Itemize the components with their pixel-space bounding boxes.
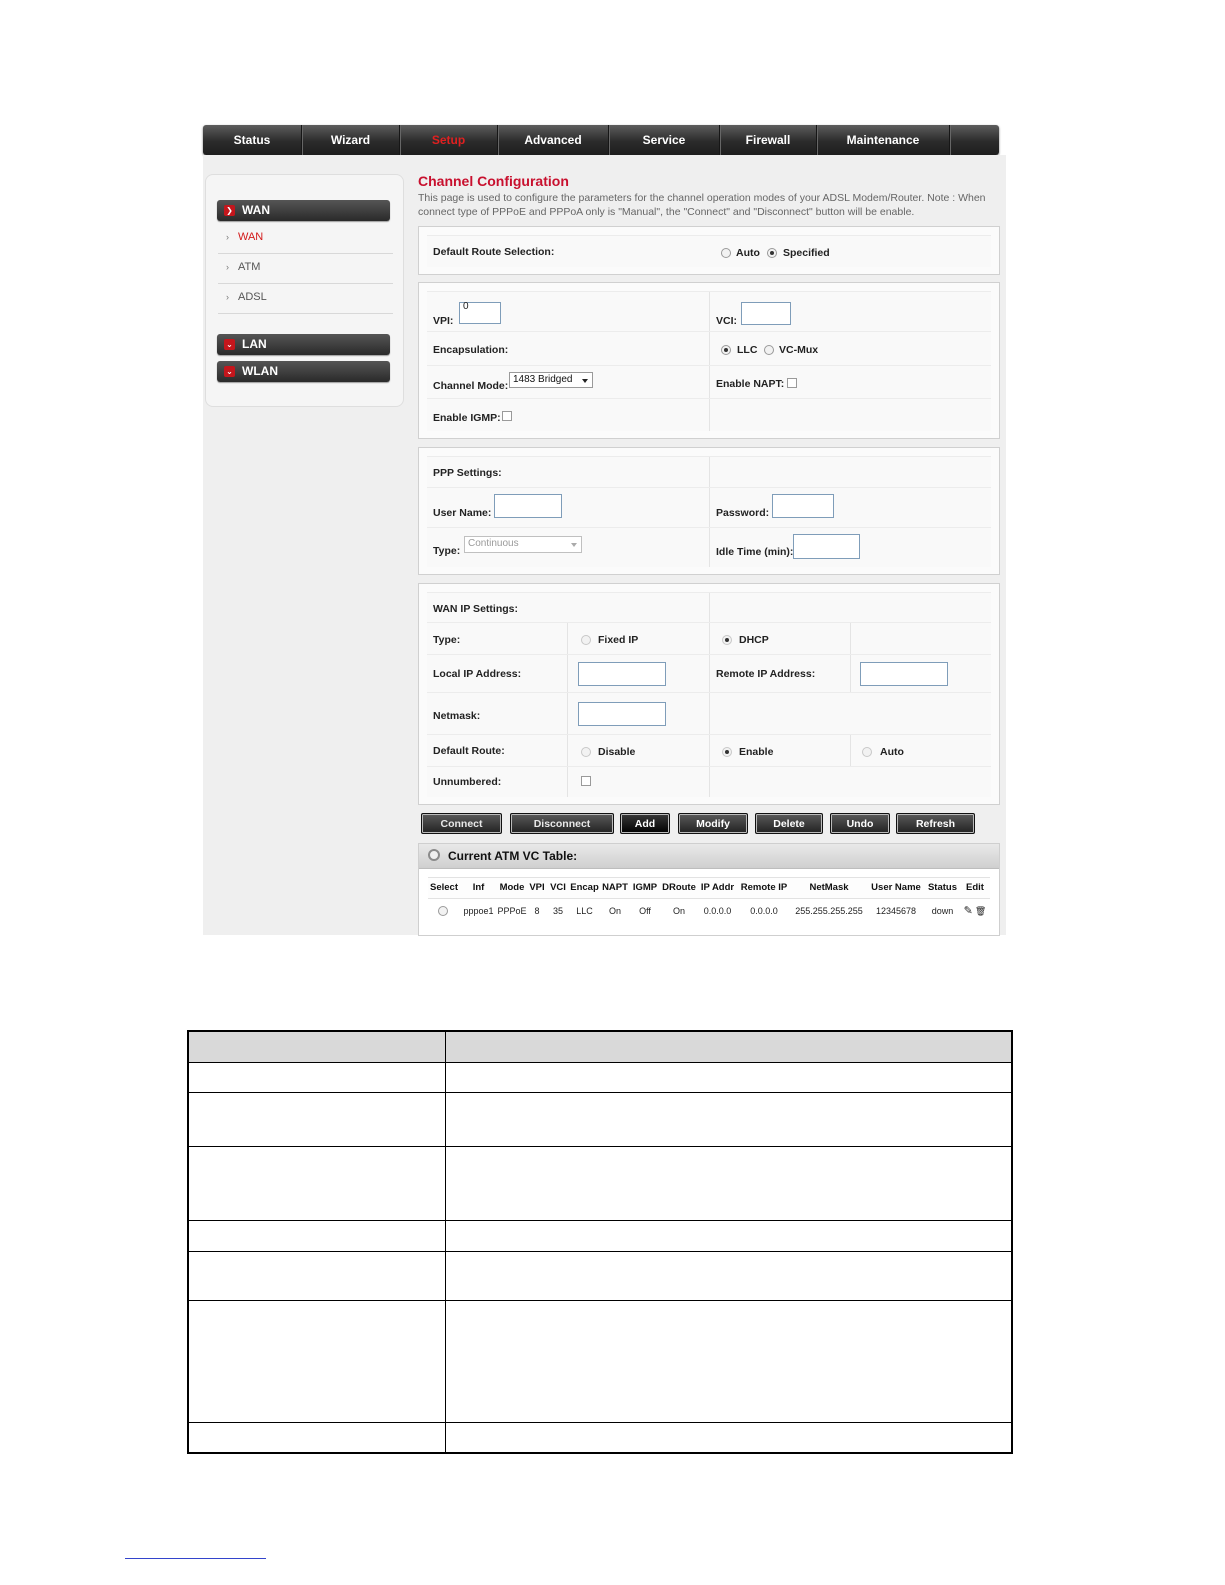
vc-cell-vci: 35 xyxy=(552,906,563,916)
ppp-type-label: Type: xyxy=(433,545,461,557)
wan-ip-fixed-radio[interactable] xyxy=(581,635,591,645)
channel-mode-label: Channel Mode: xyxy=(433,380,509,392)
description-table-header xyxy=(189,1032,1011,1063)
vci-label: VCI: xyxy=(716,315,737,327)
tab-firewall[interactable]: Firewall xyxy=(720,125,817,155)
vc-cell-netmask: 255.255.255.255 xyxy=(795,906,863,916)
sidebar-item-atm[interactable]: › ATM xyxy=(218,254,393,284)
sidebar-item-adsl[interactable]: › ADSL xyxy=(218,284,393,314)
default-route-auto-label: Auto xyxy=(736,247,760,259)
vc-cell-igmp: Off xyxy=(639,906,651,916)
netmask-label: Netmask: xyxy=(433,710,481,722)
default-route-specified-label: Specified xyxy=(783,247,830,259)
default-route-specified-radio[interactable] xyxy=(767,248,777,258)
vc-cell-encap: LLC xyxy=(576,906,593,916)
sidebar xyxy=(205,174,404,407)
vc-column-user-name: User Name xyxy=(867,877,925,899)
undo-button[interactable]: Undo xyxy=(830,813,890,834)
chevron-down-icon: ⌄ xyxy=(224,366,235,377)
enable-napt-checkbox[interactable] xyxy=(787,378,797,388)
default-route-wan-label: Default Route: xyxy=(433,745,505,757)
add-button[interactable]: Add xyxy=(620,813,670,834)
default-route-auto-radio[interactable] xyxy=(721,248,731,258)
vc-column-select: Select xyxy=(428,877,460,899)
gear-icon xyxy=(428,849,440,861)
default-route-enable-radio[interactable] xyxy=(722,747,732,757)
channel-mode-select[interactable]: 1483 Bridged xyxy=(509,372,593,388)
arrow-icon: › xyxy=(226,292,229,302)
vc-cell-inf: pppoe1 xyxy=(463,906,494,916)
tab-service[interactable]: Service xyxy=(609,125,720,155)
arrow-icon: › xyxy=(226,262,229,272)
vc-column-mode: Mode xyxy=(497,877,527,899)
default-route-label: Default Route Selection: xyxy=(433,246,555,258)
delete-button[interactable]: Delete xyxy=(755,813,823,834)
encap-llc-radio[interactable] xyxy=(721,345,731,355)
default-route-panel xyxy=(418,226,1000,275)
disconnect-button[interactable]: Disconnect xyxy=(510,813,614,834)
wan-ip-settings-heading: WAN IP Settings: xyxy=(433,603,518,615)
ppp-type-select[interactable]: Continuous xyxy=(464,536,582,553)
encap-vcmux-radio[interactable] xyxy=(764,345,774,355)
unnumbered-label: Unnumbered: xyxy=(433,776,502,788)
vc-column-netmask: NetMask xyxy=(791,877,867,899)
page-description: This page is used to configure the parameters for the channel operation modes of your ADSL Modem/Router. Note : When connect type of PPPoE and PPPoA only is "Manual", the "Connect" and "Disconnect" button will be enable. xyxy=(418,192,986,218)
vc-column-inf: Inf xyxy=(460,877,497,899)
ppp-password-label: Password: xyxy=(716,507,770,519)
description-table xyxy=(187,1030,1013,1454)
vc-column-ip-addr: IP Addr xyxy=(698,877,737,899)
channel-panel xyxy=(418,282,1000,439)
vc-cell-ip-addr: 0.0.0.0 xyxy=(703,906,732,916)
atm-vc-table-header xyxy=(419,844,999,869)
vc-row-edit-cell xyxy=(960,902,990,920)
tab-wizard[interactable]: Wizard xyxy=(302,125,400,155)
default-route-auto-label-wan: Auto xyxy=(880,746,904,758)
tab-setup[interactable]: Setup xyxy=(400,125,498,155)
netmask-input[interactable] xyxy=(578,702,666,726)
refresh-button[interactable]: Refresh xyxy=(896,813,975,834)
wan-ip-dhcp-radio[interactable] xyxy=(722,635,732,645)
encap-vcmux-label: VC-Mux xyxy=(779,344,819,356)
wan-ip-type-label: Type: xyxy=(433,634,461,646)
vc-column-status: Status xyxy=(925,877,960,899)
vc-column-vci: VCI xyxy=(547,877,569,899)
vc-cell-droute: On xyxy=(672,906,685,916)
vc-cell-napt: On xyxy=(608,906,621,916)
vc-cell-status: down xyxy=(931,906,954,916)
ppp-username-input[interactable] xyxy=(494,494,562,518)
edit-pencil-icon[interactable]: ✎ xyxy=(963,905,973,917)
modify-button[interactable]: Modify xyxy=(678,813,748,834)
vc-row-select-cell xyxy=(428,902,460,920)
default-route-disable-radio[interactable] xyxy=(581,747,591,757)
vc-cell-vpi: 8 xyxy=(534,906,540,916)
trash-icon[interactable]: 🗑 xyxy=(974,906,987,916)
vc-column-edit: Edit xyxy=(960,877,990,899)
ppp-panel xyxy=(418,447,1000,575)
ppp-settings-heading: PPP Settings: xyxy=(433,467,502,479)
ppp-username-label: User Name: xyxy=(433,507,492,519)
sidebar-header-wlan[interactable]: ⌄ WLAN xyxy=(217,361,390,382)
chevron-right-icon: ❯ xyxy=(224,205,235,216)
default-route-disable-label: Disable xyxy=(598,746,636,758)
footer-link-underline xyxy=(125,1558,266,1559)
vci-input[interactable] xyxy=(741,302,791,325)
vc-column-vpi: VPI xyxy=(527,877,547,899)
arrow-icon: › xyxy=(226,232,229,242)
default-route-auto-radio-wan[interactable] xyxy=(862,747,872,757)
vc-cell-user-name: 12345678 xyxy=(875,906,917,916)
vc-column-igmp: IGMP xyxy=(630,877,660,899)
dropdown-caret-icon xyxy=(571,543,577,547)
enable-igmp-label: Enable IGMP: xyxy=(433,412,501,424)
encap-llc-label: LLC xyxy=(737,344,758,356)
connect-button[interactable]: Connect xyxy=(421,813,502,834)
page-title: Channel Configuration xyxy=(418,173,569,189)
vc-cell-remote-ip: 0.0.0.0 xyxy=(750,906,778,916)
local-ip-label: Local IP Address: xyxy=(433,668,522,680)
enable-igmp-checkbox[interactable] xyxy=(502,411,512,421)
unnumbered-checkbox[interactable] xyxy=(581,776,591,786)
wan-ip-panel xyxy=(418,583,1000,805)
enable-napt-label: Enable NAPT: xyxy=(716,378,785,390)
sidebar-item-wan[interactable]: › WAN xyxy=(218,224,393,254)
vc-column-remote-ip: Remote IP xyxy=(737,877,791,899)
vpi-label: VPI: xyxy=(433,315,454,327)
ppp-password-input[interactable] xyxy=(772,494,834,518)
dropdown-caret-icon xyxy=(582,379,588,383)
tab-maintenance[interactable]: Maintenance xyxy=(817,125,950,155)
wan-ip-fixed-label: Fixed IP xyxy=(598,634,639,646)
vc-column-encap: Encap xyxy=(569,877,600,899)
chevron-down-icon: ⌄ xyxy=(224,339,235,350)
default-route-enable-label: Enable xyxy=(739,746,774,758)
wan-ip-dhcp-label: DHCP xyxy=(739,634,769,646)
top-nav xyxy=(203,125,999,155)
tab-status[interactable]: Status xyxy=(203,125,302,155)
vpi-input[interactable]: 0 xyxy=(459,302,501,324)
atm-vc-table-title: Current ATM VC Table: xyxy=(448,849,578,863)
sidebar-header-wan[interactable]: ❯ WAN xyxy=(217,200,390,221)
local-ip-input[interactable] xyxy=(578,662,666,686)
vc-column-droute: DRoute xyxy=(660,877,698,899)
remote-ip-label: Remote IP Address: xyxy=(716,668,816,680)
encapsulation-label: Encapsulation: xyxy=(433,344,509,356)
sidebar-header-lan[interactable]: ⌄ LAN xyxy=(217,334,390,355)
remote-ip-input[interactable] xyxy=(860,662,948,686)
tab-advanced[interactable]: Advanced xyxy=(498,125,609,155)
vc-cell-mode: PPPoE xyxy=(497,906,527,916)
ppp-idle-time-input[interactable] xyxy=(793,534,860,559)
vc-column-napt: NAPT xyxy=(600,877,630,899)
ppp-idle-time-label: Idle Time (min): xyxy=(716,546,794,558)
vc-row-select-radio[interactable] xyxy=(438,906,448,916)
